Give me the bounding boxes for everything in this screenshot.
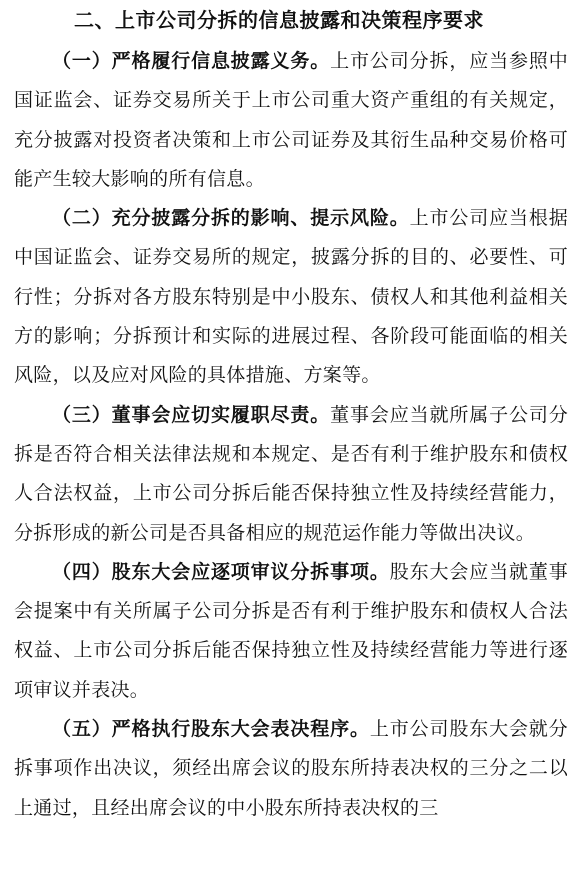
paragraph-4-body: 股东大会应当就董事会提案中有关所属子公司分拆是否有利于维护股东和债权人合法权益、上市公司分拆后能否保持独立性及持续经营能力等进行逐项审议并表决。	[14, 560, 568, 701]
paragraph-2-lead: （二）充分披露分拆的影响、提示风险。	[52, 207, 410, 230]
paragraph-5-lead: （五）严格执行股东大会表决程序。	[52, 718, 370, 741]
paragraph-3-lead: （三）董事会应切实履职尽责。	[52, 403, 331, 426]
paragraph-4-lead: （四）股东大会应逐项审议分拆事项。	[52, 560, 390, 583]
paragraph-5-body: 上市公司股东大会就分拆事项作出决议，须经出席会议的股东所持表决权的三分之二以上通过，且经出席会议的中小股东所持表决权的三	[14, 718, 568, 819]
paragraph-4	[14, 553, 568, 710]
paragraph-1-body: 上市公司分拆，应当参照中国证监会、证券交易所关于上市公司重大资产重组的有关规定，充分披露对投资者决策和上市公司证券及其衍生品种交易价格可能产生较大影响的所有信息。	[14, 50, 568, 190]
paragraph-1-lead: （一）严格履行信息披露义务。	[52, 50, 331, 72]
paragraph-3-body: 董事会应当就所属子公司分拆是否符合相关法律法规和本规定、是否有利于维护股东和债权人合法权益，上市公司分拆后能否保持独立性及持续经营能力，分拆形成的新公司是否具备相应的规范运作能力等做出决议。	[14, 403, 568, 544]
paragraph-3	[14, 396, 568, 553]
paragraph-2	[14, 199, 568, 395]
paragraph-2-body: 上市公司应当根据中国证监会、证券交易所的规定，披露分拆的目的、必要性、可行性；分拆对各方股东特别是中小股东、债权人和其他利益相关方的影响；分拆预计和实际的进展过程、各阶段可能面临的相关风险，以及应对风险的具体措施、方案等。	[14, 207, 568, 387]
paragraph-5	[14, 710, 568, 828]
paragraph-1	[14, 42, 568, 199]
section-heading: 二、上市公司分拆的信息披露和决策程序要求	[74, 8, 484, 32]
